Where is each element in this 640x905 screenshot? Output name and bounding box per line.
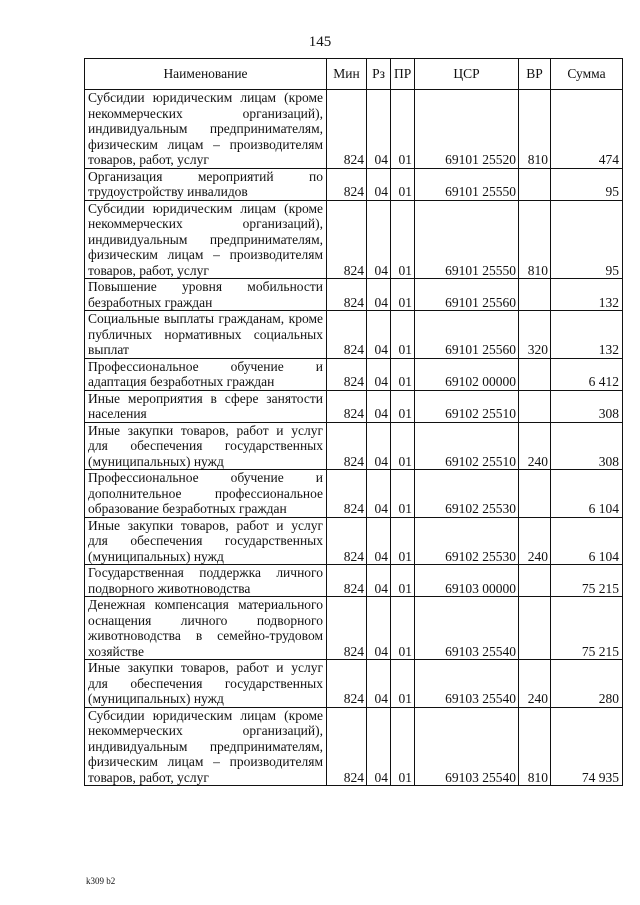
- cell-rz: 04: [367, 90, 391, 169]
- header-rz: Рз: [367, 59, 391, 90]
- cell-min: 824: [327, 470, 367, 518]
- cell-rz: 04: [367, 470, 391, 518]
- table-row: [85, 565, 623, 597]
- table-row: [85, 660, 623, 708]
- cell-min: 824: [327, 565, 367, 597]
- header-vr: ВР: [519, 59, 551, 90]
- cell-rz: 04: [367, 597, 391, 660]
- cell-csr: 69102 00000: [415, 358, 519, 390]
- cell-rz: 04: [367, 390, 391, 422]
- table-row: [85, 390, 623, 422]
- cell-min: 824: [327, 707, 367, 786]
- cell-csr: 69101 25560: [415, 279, 519, 311]
- cell-vr: [519, 358, 551, 390]
- cell-name: Денежная компенсация материального оснащения личного подворного животноводства в семейно-трудовом хозяйстве: [85, 597, 327, 660]
- cell-csr: 69103 25540: [415, 707, 519, 786]
- header-sum: Сумма: [551, 59, 623, 90]
- header-min: Мин: [327, 59, 367, 90]
- cell-min: 824: [327, 597, 367, 660]
- cell-sum: 75 215: [551, 565, 623, 597]
- cell-sum: 308: [551, 390, 623, 422]
- cell-min: 824: [327, 90, 367, 169]
- cell-pr: 01: [391, 279, 415, 311]
- cell-vr: 810: [519, 90, 551, 169]
- cell-min: 824: [327, 517, 367, 565]
- cell-pr: 01: [391, 422, 415, 470]
- cell-min: 824: [327, 279, 367, 311]
- table-row: [85, 470, 623, 518]
- cell-sum: 95: [551, 200, 623, 279]
- budget-table: [84, 58, 623, 786]
- cell-csr: 69103 00000: [415, 565, 519, 597]
- cell-rz: 04: [367, 707, 391, 786]
- cell-vr: 810: [519, 200, 551, 279]
- cell-sum: 6 412: [551, 358, 623, 390]
- cell-vr: 240: [519, 422, 551, 470]
- cell-vr: [519, 470, 551, 518]
- cell-name: Государственная поддержка личного подворного животноводства: [85, 565, 327, 597]
- cell-name: Иные закупки товаров, работ и услуг для обеспечения государственных (муниципальных) нужд: [85, 660, 327, 708]
- cell-name: Организация мероприятий по трудоустройству инвалидов: [85, 168, 327, 200]
- cell-sum: 6 104: [551, 470, 623, 518]
- cell-csr: 69103 25540: [415, 597, 519, 660]
- footer-code: k309 b2: [86, 876, 116, 886]
- cell-rz: 04: [367, 168, 391, 200]
- cell-pr: 01: [391, 660, 415, 708]
- cell-sum: 6 104: [551, 517, 623, 565]
- cell-name: Субсидии юридическим лицам (кроме некоммерческих организаций), индивидуальным предпринимателям, физическим лицам – производителям товаров, работ, услуг: [85, 90, 327, 169]
- cell-name: Иные закупки товаров, работ и услуг для обеспечения государственных (муниципальных) нужд: [85, 517, 327, 565]
- cell-csr: 69103 25540: [415, 660, 519, 708]
- page-number: 145: [308, 34, 332, 50]
- cell-csr: 69102 25530: [415, 517, 519, 565]
- cell-name: Иные мероприятия в сфере занятости населения: [85, 390, 327, 422]
- cell-vr: [519, 597, 551, 660]
- cell-sum: 75 215: [551, 597, 623, 660]
- table-row: [85, 358, 623, 390]
- cell-min: 824: [327, 311, 367, 359]
- cell-rz: 04: [367, 311, 391, 359]
- table-row: [85, 200, 623, 279]
- cell-vr: [519, 390, 551, 422]
- cell-pr: 01: [391, 565, 415, 597]
- cell-pr: 01: [391, 90, 415, 169]
- cell-vr: 240: [519, 660, 551, 708]
- cell-min: 824: [327, 200, 367, 279]
- cell-csr: 69102 25510: [415, 422, 519, 470]
- cell-sum: 474: [551, 90, 623, 169]
- cell-sum: 132: [551, 311, 623, 359]
- table-row: [85, 168, 623, 200]
- cell-pr: 01: [391, 311, 415, 359]
- cell-rz: 04: [367, 565, 391, 597]
- cell-name: Иные закупки товаров, работ и услуг для обеспечения государственных (муниципальных) нужд: [85, 422, 327, 470]
- cell-rz: 04: [367, 422, 391, 470]
- table-row: [85, 707, 623, 786]
- cell-csr: 69101 25520: [415, 90, 519, 169]
- cell-name: Повышение уровня мобильности безработных граждан: [85, 279, 327, 311]
- cell-min: 824: [327, 358, 367, 390]
- cell-rz: 04: [367, 358, 391, 390]
- cell-name: Субсидии юридическим лицам (кроме некоммерческих организаций), индивидуальным предпринимателям, физическим лицам – производителям товаров, работ, услуг: [85, 200, 327, 279]
- cell-csr: 69102 25510: [415, 390, 519, 422]
- cell-sum: 280: [551, 660, 623, 708]
- cell-pr: 01: [391, 597, 415, 660]
- cell-sum: 132: [551, 279, 623, 311]
- cell-pr: 01: [391, 517, 415, 565]
- cell-rz: 04: [367, 279, 391, 311]
- cell-name: Социальные выплаты гражданам, кроме публичных нормативных социальных выплат: [85, 311, 327, 359]
- cell-csr: 69101 25560: [415, 311, 519, 359]
- cell-rz: 04: [367, 660, 391, 708]
- cell-sum: 74 935: [551, 707, 623, 786]
- header-csr: ЦСР: [415, 59, 519, 90]
- cell-min: 824: [327, 660, 367, 708]
- cell-pr: 01: [391, 358, 415, 390]
- table-row: [85, 311, 623, 359]
- cell-vr: [519, 168, 551, 200]
- cell-pr: 01: [391, 390, 415, 422]
- cell-csr: 69102 25530: [415, 470, 519, 518]
- cell-rz: 04: [367, 517, 391, 565]
- cell-pr: 01: [391, 470, 415, 518]
- cell-name: Профессиональное обучение и дополнительное профессиональное образование безработных граждан: [85, 470, 327, 518]
- cell-name: Субсидии юридическим лицам (кроме некоммерческих организаций), индивидуальным предпринимателям, физическим лицам – производителям товаров, работ, услуг: [85, 707, 327, 786]
- cell-min: 824: [327, 390, 367, 422]
- cell-min: 824: [327, 168, 367, 200]
- cell-csr: 69101 25550: [415, 200, 519, 279]
- cell-min: 824: [327, 422, 367, 470]
- cell-vr: [519, 279, 551, 311]
- cell-sum: 95: [551, 168, 623, 200]
- cell-name: Профессиональное обучение и адаптация безработных граждан: [85, 358, 327, 390]
- header-name: Наименование: [85, 59, 327, 90]
- cell-pr: 01: [391, 200, 415, 279]
- cell-vr: 240: [519, 517, 551, 565]
- cell-pr: 01: [391, 707, 415, 786]
- cell-vr: 320: [519, 311, 551, 359]
- table-row: [85, 597, 623, 660]
- table-header-row: [85, 59, 623, 90]
- cell-vr: 810: [519, 707, 551, 786]
- table-row: [85, 279, 623, 311]
- cell-sum: 308: [551, 422, 623, 470]
- cell-pr: 01: [391, 168, 415, 200]
- cell-vr: [519, 565, 551, 597]
- header-pr: ПР: [391, 59, 415, 90]
- table-row: [85, 422, 623, 470]
- table-row: [85, 90, 623, 169]
- cell-csr: 69101 25550: [415, 168, 519, 200]
- table-row: [85, 517, 623, 565]
- cell-rz: 04: [367, 200, 391, 279]
